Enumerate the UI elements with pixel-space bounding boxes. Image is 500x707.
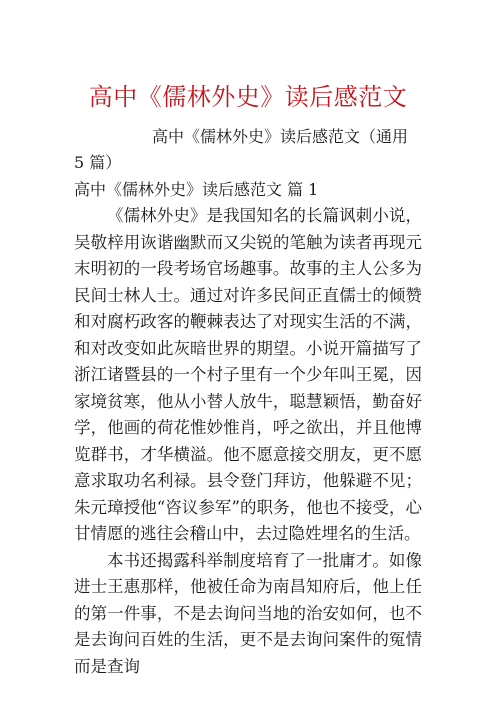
section-heading: 高中《儒林外史》读后感范文 篇 1 (74, 180, 319, 199)
body-paragraph: 本书还揭露科举制度培育了一批庸才。如像进士王惠那样，他被任命为南昌知府后，他上任的第一件事，不是去询问当地的治安如何，也不是去询问百姓的生活，更不是去询问案件的冤情而是查询 (74, 550, 422, 676)
body-paragraph: 《儒林外史》是我国知名的长篇讽刺小说，吴敬梓用诙谐幽默而又尖锐的笔触为读者再现元末明初的一段考场官场趣事。故事的主人公多为民间士林人士。通过对许多民间正直儒士的倾赞和对腐朽政客的鞭棘表达了对现实生活的不满，和对改变如此灰暗世界的期望。小说开篇描写了浙江诸暨县的一个村子里有一个少年叫王冕，因家境贫寒，他从小替人放牛，聪慧颖悟，勤奋好学，他画的荷花惟妙惟肖，呼之欲出，并且他博览群书，才华横溢。他不愿意接交朋友，更不愿意求取功名利禄。县令登门拜访，他躲避不见；朱元璋授他“咨议参军”的职务，他也不接受，心甘情愿的逃往会稽山中，去过隐姓埋名的生活。 (74, 206, 422, 543)
document-title: 高中《儒林外史》读后感范文 (88, 83, 408, 111)
document-subtitle: 高中《儒林外史》读后感范文（通用 5 篇） (74, 127, 409, 172)
